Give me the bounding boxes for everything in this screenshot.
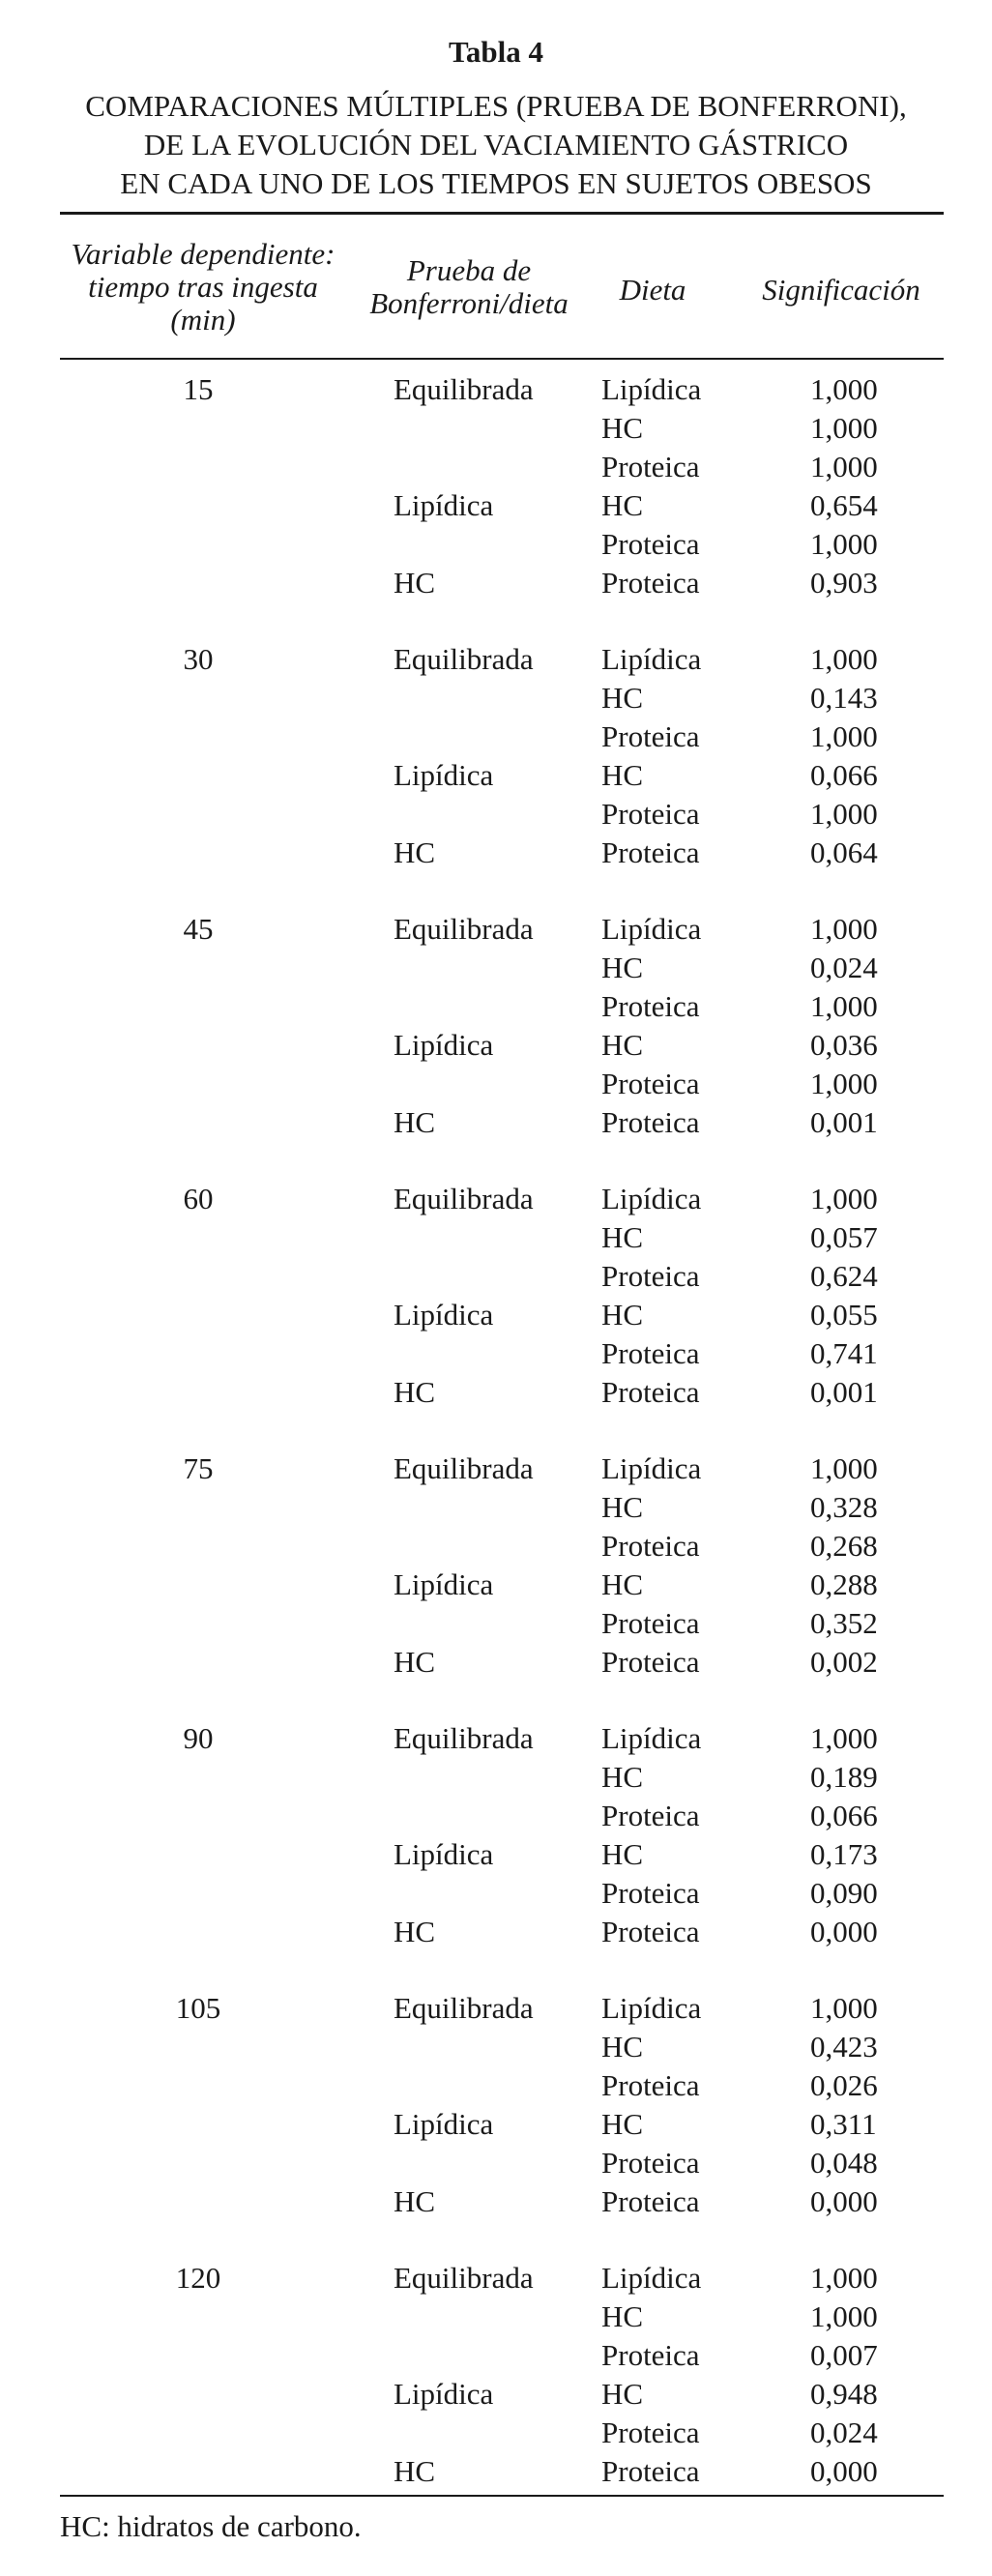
bottom-rule xyxy=(60,2495,944,2497)
significacion-cell: 0,000 xyxy=(810,1915,878,1948)
dieta-cell: Proteica xyxy=(601,797,700,831)
dieta-cell: Lipídica xyxy=(601,1451,702,1485)
significacion-cell: 0,036 xyxy=(810,1028,878,1062)
dieta-cell: Lipídica xyxy=(601,642,702,676)
significacion-cell: 1,000 xyxy=(810,797,878,831)
table-caption-line-3: EN CADA UNO DE LOS TIEMPOS EN SUJETOS OBESOS xyxy=(120,166,872,200)
significacion-cell: 0,090 xyxy=(810,1876,878,1910)
header-prueba: Prueba de Bonferroni/dieta xyxy=(369,253,569,320)
significacion-cell: 1,000 xyxy=(810,2299,878,2333)
header-dieta: Dieta xyxy=(619,273,686,307)
significacion-cell: 1,000 xyxy=(810,527,878,561)
significacion-cell: 1,000 xyxy=(810,912,878,946)
significacion-cell: 0,066 xyxy=(810,1799,878,1832)
prueba-cell: HC xyxy=(394,1375,436,1409)
prueba-cell: Lipídica xyxy=(394,1028,494,1062)
significacion-cell: 1,000 xyxy=(810,719,878,753)
significacion-cell: 0,066 xyxy=(810,758,878,792)
prueba-cell: HC xyxy=(394,1645,436,1679)
dieta-cell: Proteica xyxy=(601,450,700,483)
prueba-cell: Lipídica xyxy=(394,1567,494,1601)
dieta-cell: HC xyxy=(601,2107,644,2141)
prueba-cell: Equilibrada xyxy=(394,1182,534,1215)
prueba-cell: Equilibrada xyxy=(394,1991,534,2025)
significacion-cell: 1,000 xyxy=(810,1991,878,2025)
dieta-cell: Proteica xyxy=(601,2146,700,2180)
dieta-cell: Proteica xyxy=(601,1799,700,1832)
dieta-cell: HC xyxy=(601,2299,644,2333)
prueba-cell: HC xyxy=(394,566,436,600)
significacion-cell: 1,000 xyxy=(810,372,878,406)
significacion-cell: 0,311 xyxy=(810,2107,877,2141)
dieta-cell: Proteica xyxy=(601,1915,700,1948)
significacion-cell: 0,026 xyxy=(810,2068,878,2102)
significacion-cell: 0,048 xyxy=(810,2146,878,2180)
time-cell: 75 xyxy=(183,1451,214,1485)
prueba-cell: Lipídica xyxy=(394,758,494,792)
significacion-cell: 0,024 xyxy=(810,951,878,984)
dieta-cell: HC xyxy=(601,488,644,522)
dieta-cell: Proteica xyxy=(601,1336,700,1370)
dieta-cell: Proteica xyxy=(601,1529,700,1563)
significacion-cell: 0,024 xyxy=(810,2415,878,2449)
prueba-cell: HC xyxy=(394,2184,436,2218)
dieta-cell: HC xyxy=(601,1567,644,1601)
significacion-cell: 0,903 xyxy=(810,566,878,600)
dieta-cell: HC xyxy=(601,1298,644,1332)
significacion-cell: 0,057 xyxy=(810,1220,878,1254)
dieta-cell: Lipídica xyxy=(601,1182,702,1215)
prueba-cell: Lipídica xyxy=(394,1298,494,1332)
prueba-cell: HC xyxy=(394,2454,436,2488)
dieta-cell: Proteica xyxy=(601,527,700,561)
header-variable: Variable dependiente: tiempo tras ingesta (min) xyxy=(71,237,336,337)
dieta-cell: HC xyxy=(601,2030,644,2064)
dieta-cell: Lipídica xyxy=(601,372,702,406)
significacion-cell: 0,001 xyxy=(810,1105,878,1139)
time-cell: 60 xyxy=(183,1182,214,1215)
table-title: Tabla 4 xyxy=(449,35,543,69)
dieta-cell: HC xyxy=(601,1837,644,1871)
table-caption-line-2: DE LA EVOLUCIÓN DEL VACIAMIENTO GÁSTRICO xyxy=(143,128,849,161)
dieta-cell: Proteica xyxy=(601,835,700,869)
significacion-cell: 0,948 xyxy=(810,2377,878,2411)
significacion-cell: 1,000 xyxy=(810,1721,878,1755)
dieta-cell: HC xyxy=(601,411,644,445)
significacion-cell: 0,000 xyxy=(810,2184,878,2218)
prueba-cell: Lipídica xyxy=(394,2377,494,2411)
dieta-cell: Proteica xyxy=(601,1105,700,1139)
significacion-cell: 0,007 xyxy=(810,2338,878,2372)
significacion-cell: 0,064 xyxy=(810,835,878,869)
dieta-cell: Proteica xyxy=(601,2415,700,2449)
significacion-cell: 0,000 xyxy=(810,2454,878,2488)
prueba-cell: HC xyxy=(394,1105,436,1139)
dieta-cell: Lipídica xyxy=(601,1721,702,1755)
time-cell: 45 xyxy=(183,912,214,946)
header-significacion: Significación xyxy=(762,273,920,307)
significacion-cell: 1,000 xyxy=(810,1067,878,1100)
dieta-cell: Proteica xyxy=(601,1259,700,1293)
dieta-cell: Lipídica xyxy=(601,1991,702,2025)
dieta-cell: HC xyxy=(601,681,644,715)
significacion-cell: 1,000 xyxy=(810,642,878,676)
dieta-cell: Lipídica xyxy=(601,912,702,946)
significacion-cell: 1,000 xyxy=(810,1182,878,1215)
time-cell: 105 xyxy=(175,1991,221,2025)
dieta-cell: Proteica xyxy=(601,2068,700,2102)
significacion-cell: 1,000 xyxy=(810,450,878,483)
prueba-cell: Lipídica xyxy=(394,488,494,522)
dieta-cell: HC xyxy=(601,1220,644,1254)
significacion-cell: 0,055 xyxy=(810,1298,878,1332)
significacion-cell: 1,000 xyxy=(810,989,878,1023)
dieta-cell: Proteica xyxy=(601,719,700,753)
time-cell: 15 xyxy=(183,372,214,406)
dieta-cell: Proteica xyxy=(601,566,700,600)
prueba-cell: HC xyxy=(394,1915,436,1948)
table-caption-line-1: COMPARACIONES MÚLTIPLES (PRUEBA DE BONFERRONI), xyxy=(85,89,907,123)
prueba-cell: Equilibrada xyxy=(394,1721,534,1755)
dieta-cell: Proteica xyxy=(601,1375,700,1409)
significacion-cell: 1,000 xyxy=(810,411,878,445)
dieta-cell: HC xyxy=(601,1760,644,1794)
significacion-cell: 0,352 xyxy=(810,1606,878,1640)
significacion-cell: 0,143 xyxy=(810,681,878,715)
significacion-cell: 0,328 xyxy=(810,1490,878,1524)
prueba-cell: Lipídica xyxy=(394,1837,494,1871)
dieta-cell: Proteica xyxy=(601,1067,700,1100)
significacion-cell: 0,654 xyxy=(810,488,878,522)
prueba-cell: Equilibrada xyxy=(394,1451,534,1485)
significacion-cell: 0,002 xyxy=(810,1645,878,1679)
dieta-cell: Lipídica xyxy=(601,2261,702,2295)
dieta-cell: Proteica xyxy=(601,2184,700,2218)
significacion-cell: 0,001 xyxy=(810,1375,878,1409)
top-rule xyxy=(60,212,944,215)
header-rule xyxy=(60,358,944,360)
time-cell: 90 xyxy=(183,1721,214,1755)
prueba-cell: HC xyxy=(394,835,436,869)
significacion-cell: 0,624 xyxy=(810,1259,878,1293)
prueba-cell: Equilibrada xyxy=(394,372,534,406)
prueba-cell: Equilibrada xyxy=(394,2261,534,2295)
prueba-cell: Equilibrada xyxy=(394,912,534,946)
significacion-cell: 0,268 xyxy=(810,1529,878,1563)
significacion-cell: 1,000 xyxy=(810,1451,878,1485)
dieta-cell: HC xyxy=(601,758,644,792)
prueba-cell: Lipídica xyxy=(394,2107,494,2141)
dieta-cell: HC xyxy=(601,1028,644,1062)
dieta-cell: Proteica xyxy=(601,989,700,1023)
significacion-cell: 0,288 xyxy=(810,1567,878,1601)
dieta-cell: HC xyxy=(601,951,644,984)
dieta-cell: HC xyxy=(601,1490,644,1524)
significacion-cell: 0,173 xyxy=(810,1837,878,1871)
dieta-cell: Proteica xyxy=(601,1606,700,1640)
significacion-cell: 0,741 xyxy=(810,1336,878,1370)
dieta-cell: HC xyxy=(601,2377,644,2411)
footnote: HC: hidratos de carbono. xyxy=(60,2509,362,2543)
significacion-cell: 0,423 xyxy=(810,2030,878,2064)
dieta-cell: Proteica xyxy=(601,2454,700,2488)
dieta-cell: Proteica xyxy=(601,1645,700,1679)
dieta-cell: Proteica xyxy=(601,1876,700,1910)
prueba-cell: Equilibrada xyxy=(394,642,534,676)
time-cell: 30 xyxy=(183,642,214,676)
significacion-cell: 0,189 xyxy=(810,1760,878,1794)
dieta-cell: Proteica xyxy=(601,2338,700,2372)
time-cell: 120 xyxy=(175,2261,221,2295)
significacion-cell: 1,000 xyxy=(810,2261,878,2295)
